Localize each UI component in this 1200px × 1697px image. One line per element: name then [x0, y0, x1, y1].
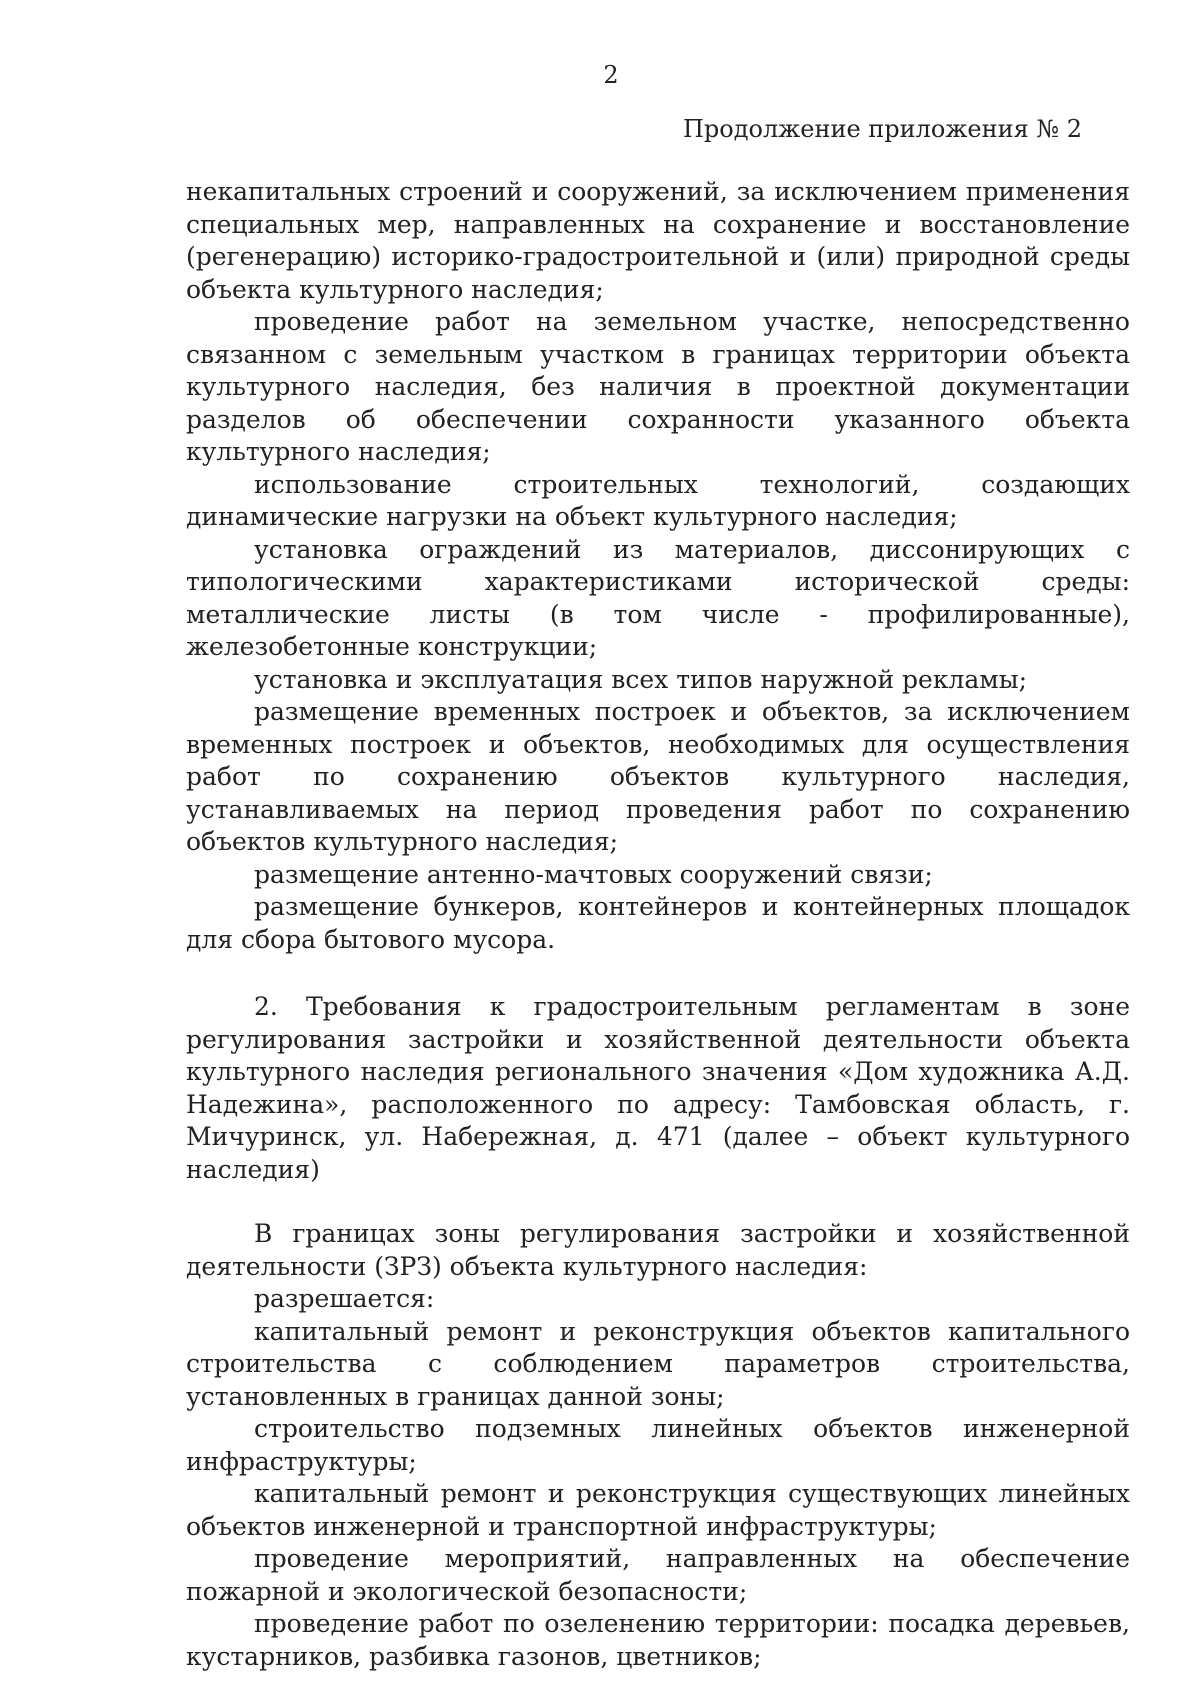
list-item: проведение мероприятий, направленных на обеспечение пожарной и экологической безопасности; — [186, 1544, 1130, 1606]
appendix-note: Продолжение приложения № 2 — [682, 115, 1082, 143]
paragraph: В границах зоны регулирования застройки и хозяйственной деятельности (ЗРЗ) объекта культурного наследия: — [186, 1219, 1130, 1281]
paragraph: размещение бункеров, контейнеров и контейнерных площадок для сбора бытового мусора. — [186, 892, 1130, 954]
paragraph: размещение антенно-мачтовых сооружений связи; — [254, 859, 933, 889]
list-item: строительство подземных линейных объектов инженерной инфраструктуры; — [186, 1414, 1130, 1476]
paragraph: использование строительных технологий, создающих динамические нагрузки на объект культурного наследия; — [186, 469, 1130, 531]
paragraph: проведение работ на земельном участке, непосредственно связанном с земельным участком в границах территории объекта культурного наследия, без наличия в проектной документации разделов об обеспечении сохранности указанного объекта культурного наследия; — [186, 307, 1130, 466]
paragraph: размещение временных построек и объектов, за исключением временных построек и объектов, необходимых для осуществления работ по сохранению объектов культурного наследия, устанавливаемых на период проведения работ по сохранению объектов культурного наследия; — [186, 697, 1130, 856]
page-number: 2 — [603, 61, 619, 89]
document-body — [186, 176, 1130, 1673]
allowed-label: разрешается: — [254, 1284, 435, 1313]
paragraph: установка ограждений из материалов, диссонирующих с типологическими характеристиками исторической среды: металлические листы (в том числе - профилированные), железобетонные конструкции; — [186, 534, 1130, 661]
list-item: капитальный ремонт и реконструкция объектов капитального строительства с соблюдением параметров строительства, установленных в границах данной зоны; — [186, 1316, 1130, 1411]
paragraph: некапитальных строений и сооружений, за исключением применения специальных мер, направленных на сохранение и восстановление (регенерацию) историко-градостроительной и (или) природной среды объекта культурного наследия; — [186, 177, 1130, 304]
list-item: капитальный ремонт и реконструкция существующих линейных объектов инженерной и транспортной инфраструктуры; — [186, 1479, 1130, 1541]
paragraph: установка и эксплуатация всех типов наружной рекламы; — [254, 664, 1028, 694]
section-heading: 2. Требования к градостроительным регламентам в зоне регулирования застройки и хозяйственной деятельности объекта культурного наследия регионального значения «Дом художника А.Д. Надежина», расположенного по адресу: Тамбовская область, г. Мичуринск, ул. Набережная, д. 471 (далее – объект культурного наследия) — [186, 992, 1130, 1184]
list-item: проведение работ по озеленению территории: посадка деревьев, кустарников, разбивка газонов, цветников; — [186, 1609, 1130, 1671]
